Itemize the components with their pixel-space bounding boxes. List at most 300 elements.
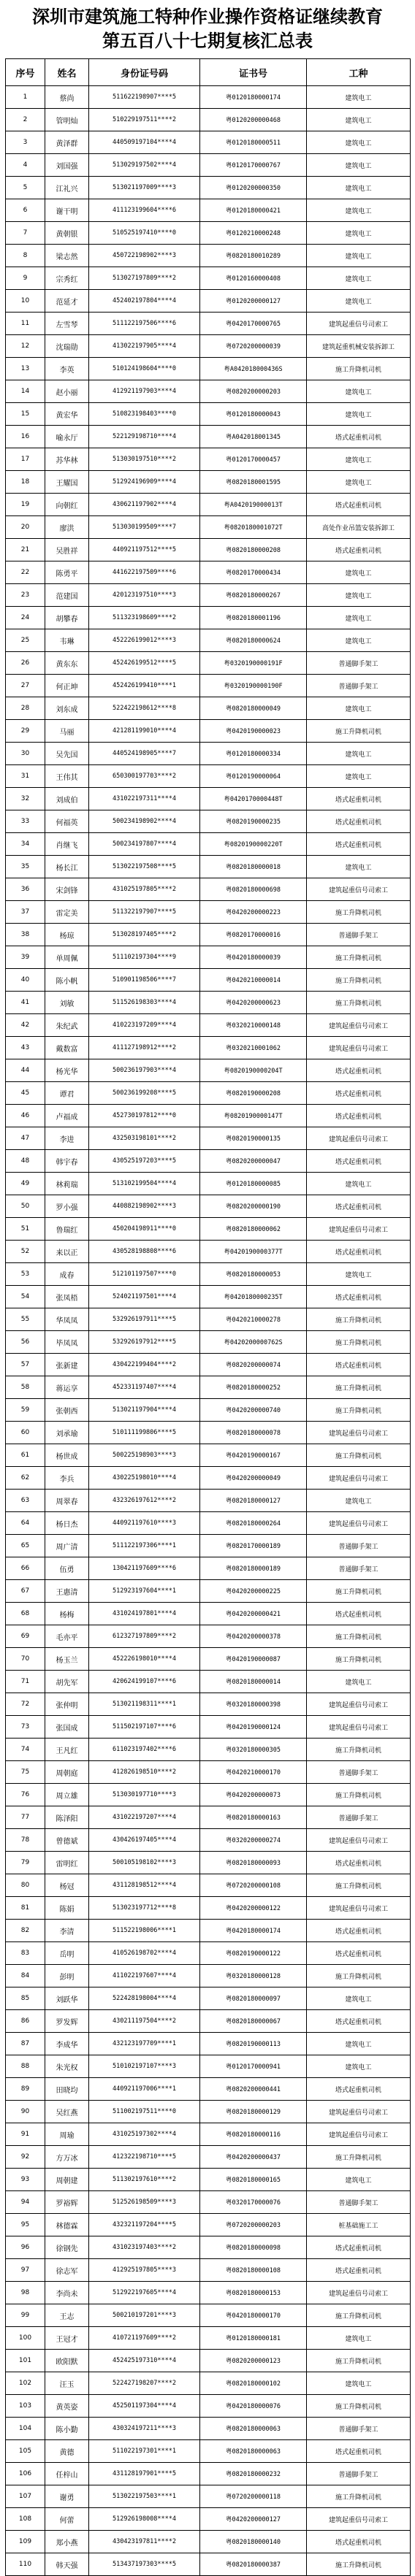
cell-certificate-number: 粤0120180000174 [200,86,307,109]
cell-id-number: 452730197812****0 [89,1105,200,1127]
cell-index: 96 [6,2236,45,2259]
cell-job-type: 建筑起重信号司索工 [307,1127,411,1150]
table-row [6,1105,411,1127]
cell-name: 郑小燕 [45,2531,89,2553]
cell-index: 49 [6,1173,45,1195]
cell-id-number: 440921197006****1 [89,2078,200,2101]
table-row [6,86,411,109]
cell-name: 李英 [45,358,89,380]
cell-certificate-number: 粤0320190000190F [200,675,307,697]
cell-job-type: 普通脚手架工 [307,1806,411,1829]
cell-certificate-number: 粤0820180000163 [200,1806,307,1829]
table-row [6,1263,411,1286]
cell-certificate-number: 粤0320180000305 [200,1739,307,1761]
cell-job-type: 建筑电工 [307,109,411,131]
cell-job-type: 建筑电工 [307,245,411,267]
cell-index: 53 [6,1263,45,1286]
cell-index: 102 [6,2372,45,2395]
cell-certificate-number: 粤0320180000398 [200,1693,307,1716]
cell-job-type: 普通脚手架工 [307,675,411,697]
cell-id-number: 513022197508****5 [89,856,200,878]
cell-name: 管明灿 [45,109,89,131]
cell-id-number: 441622197509****6 [89,561,200,584]
cell-job-type: 建筑电工 [307,1173,411,1195]
table-row [6,1082,411,1105]
cell-certificate-number: 粤0820180000098 [200,2236,307,2259]
table-row [6,2010,411,2033]
cell-name: 吴先国 [45,743,89,765]
cell-index: 104 [6,2418,45,2440]
cell-name: 王伟其 [45,765,89,788]
table-row [6,1603,411,1625]
cell-name: 赵小丽 [45,380,89,403]
cell-certificate-number: 粤0820180000102 [200,2372,307,2395]
cell-name: 江礼兴 [45,177,89,199]
cell-name: 雷明红 [45,1852,89,1874]
cell-certificate-number: 粤0120180000043 [200,403,307,426]
cell-id-number: 410526198702****4 [89,1942,200,1965]
cell-index: 62 [6,1467,45,1490]
cell-certificate-number: 粤0120180000421 [200,199,307,222]
cell-certificate-number: 粤0120180000085 [200,1173,307,1195]
cell-name: 单周佩 [45,946,89,969]
cell-name: 周朝庭 [45,1761,89,1784]
table-row [6,788,411,810]
cell-id-number: 431022197207****4 [89,1806,200,1829]
cell-name: 陈小帆 [45,969,89,992]
cell-index: 83 [6,1942,45,1965]
cell-id-number: 512526198509****3 [89,2191,200,2214]
cell-job-type: 塔式起重机司机 [307,1852,411,1874]
cell-certificate-number: 粤0820200000047 [200,1150,307,1173]
cell-id-number: 522422198612****8 [89,697,200,720]
cell-certificate-number: 粤0120190000064 [200,765,307,788]
cell-id-number: 450204198911****0 [89,1218,200,1241]
cell-name: 刘敏 [45,992,89,1014]
cell-name: 吴红燕 [45,2101,89,2123]
cell-name: 彭明 [45,1965,89,1987]
cell-certificate-number: 粤0820180000093 [200,1852,307,1874]
cell-name: 杨长江 [45,856,89,878]
cell-job-type: 建筑起重信号司索工 [307,1693,411,1716]
cell-index: 51 [6,1218,45,1241]
cell-job-type: 塔式起重机司机 [307,1354,411,1376]
cell-certificate-number: 粤0420200000437 [200,2146,307,2169]
cell-job-type: 建筑电工 [307,1490,411,1512]
cell-name: 林德霖 [45,2214,89,2236]
cell-job-type: 施工升降机司机 [307,1965,411,1987]
cell-job-type: 塔式起重机司机 [307,2236,411,2259]
cell-job-type: 塔式起重机司机 [307,426,411,448]
cell-index: 2 [6,109,45,131]
cell-job-type: 建筑电工 [307,471,411,494]
cell-id-number: 510229197511****2 [89,109,200,131]
cell-certificate-number: 粤0720200000039 [200,335,307,358]
cell-name: 毕凤凤 [45,1331,89,1354]
table-row [6,2101,411,2123]
table-row [6,969,411,992]
cell-name: 刘承瑜 [45,1422,89,1444]
cell-id-number: 511526198303****4 [89,992,200,1014]
cell-index: 38 [6,924,45,946]
table-row [6,2463,411,2485]
cell-certificate-number: 粤0320210001062 [200,1037,307,1059]
table-row [6,901,411,924]
cell-id-number: 513023197712****8 [89,1897,200,1920]
cell-certificate-number: 粤0720200000203 [200,2214,307,2236]
table-row [6,2123,411,2146]
cell-index: 69 [6,1625,45,1648]
cell-id-number: 440524198905****7 [89,743,200,765]
cell-name: 何福英 [45,810,89,833]
table-row [6,109,411,131]
cell-certificate-number: 粤0820200000074 [200,1354,307,1376]
cell-job-type: 普通脚手架工 [307,1535,411,1557]
cell-id-number: 411123199604****6 [89,199,200,222]
cell-id-number: 612327197809****2 [89,1625,200,1648]
cell-job-type: 建筑电工 [307,222,411,245]
table-row [6,131,411,154]
cell-id-number: 432123197709****1 [89,2033,200,2055]
cell-certificate-number: 粤0420190000023 [200,720,307,743]
cell-index: 25 [6,629,45,652]
cell-name: 王惠清 [45,1580,89,1603]
cell-index: 59 [6,1399,45,1422]
cell-job-type: 塔式起重机司机 [307,2078,411,2101]
table-row [6,652,411,675]
cell-index: 72 [6,1693,45,1716]
cell-index: 48 [6,1150,45,1173]
cell-name: 张国成 [45,1716,89,1739]
cell-certificate-number: 粤0820190000208 [200,1082,307,1105]
cell-job-type: 建筑电工 [307,290,411,313]
table-row [6,199,411,222]
table-row [6,2304,411,2327]
cell-job-type: 建筑电工 [307,856,411,878]
table-row [6,267,411,290]
cell-id-number: 510111199806****5 [89,1422,200,1444]
table-row [6,2259,411,2282]
cell-index: 40 [6,969,45,992]
cell-job-type: 施工升降机司机 [307,1874,411,1897]
table-row [6,2169,411,2191]
cell-certificate-number: 粤0420180000170 [200,2304,307,2327]
cell-name: 刘成伯 [45,788,89,810]
table-row [6,539,411,561]
cell-index: 6 [6,199,45,222]
cell-id-number: 500210197201****3 [89,2304,200,2327]
cell-name: 黄泽群 [45,131,89,154]
cell-name: 李尚未 [45,2282,89,2304]
cell-name: 徐钢先 [45,2236,89,2259]
col-header-certificate-number: 证书号 [200,59,307,86]
cell-index: 17 [6,448,45,471]
cell-index: 63 [6,1490,45,1512]
cell-job-type: 建筑电工 [307,177,411,199]
cell-id-number: 513029197502****4 [89,154,200,177]
cell-certificate-number: 粤0420210000170 [200,1761,307,1784]
table-row [6,1467,411,1490]
cell-name: 成春 [45,1263,89,1286]
cell-name: 韦琳 [45,629,89,652]
cell-id-number: 440921197512****5 [89,539,200,561]
cell-job-type: 建筑起重机械安装拆卸工 [307,335,411,358]
cell-name: 黄东东 [45,652,89,675]
cell-index: 68 [6,1603,45,1625]
cell-index: 47 [6,1127,45,1150]
table-row [6,2146,411,2169]
table-row [6,1739,411,1761]
table-row [6,1580,411,1603]
table-row [6,2033,411,2055]
cell-job-type: 塔式起重机司机 [307,539,411,561]
cell-name: 谭君 [45,1082,89,1105]
cell-certificate-number: 粤A042019000013T [200,494,307,516]
cell-certificate-number: 粤0420170000448T [200,788,307,810]
cell-id-number: 412921197903****4 [89,380,200,403]
cell-index: 92 [6,2146,45,2169]
cell-index: 77 [6,1806,45,1829]
cell-job-type: 建筑电工 [307,2055,411,2078]
cell-job-type: 建筑电工 [307,561,411,584]
cell-id-number: 512922197605****4 [89,2282,200,2304]
table-row [6,2327,411,2350]
cell-job-type: 塔式起重机司机 [307,1241,411,1263]
title-line-1: 深圳市建筑施工特种作业操作资格证继续教育 [32,6,383,27]
cell-certificate-number: 粤0420200000049 [200,1467,307,1490]
cell-index: 5 [6,177,45,199]
cell-name: 廖洪 [45,516,89,539]
table-row [6,765,411,788]
table-row [6,743,411,765]
cell-index: 70 [6,1648,45,1671]
table-row [6,2191,411,2214]
cell-index: 23 [6,584,45,607]
cell-job-type: 建筑起重信号司索工 [307,1218,411,1241]
cell-index: 110 [6,2553,45,2576]
cell-certificate-number: 粤0420190000087 [200,1648,307,1671]
cell-job-type: 建筑电工 [307,2372,411,2395]
cell-name: 宗秀红 [45,267,89,290]
cell-index: 76 [6,1784,45,1806]
table-row [6,516,411,539]
cell-id-number: 510102197107****3 [89,2055,200,2078]
cell-name: 方万冰 [45,2146,89,2169]
cell-id-number: 430423197811****2 [89,2531,200,2553]
cell-index: 41 [6,992,45,1014]
cell-job-type: 建筑电工 [307,584,411,607]
cell-certificate-number: 粤0820190000122 [200,1942,307,1965]
cell-index: 50 [6,1195,45,1218]
table-row [6,1241,411,1263]
cell-job-type: 建筑电工 [307,629,411,652]
table-row [6,2440,411,2463]
cell-name: 岳明 [45,1942,89,1965]
cell-index: 1 [6,86,45,109]
cell-id-number: 611023197402****6 [89,1739,200,1761]
cell-certificate-number: 粤0820190000135 [200,1127,307,1150]
table-row [6,358,411,380]
cell-id-number: 532926197912****5 [89,1331,200,1354]
cell-certificate-number: 粤0820190000235 [200,810,307,833]
cell-index: 107 [6,2485,45,2508]
cell-id-number: 512101197507****0 [89,1263,200,1286]
cell-job-type: 施工升降机司机 [307,2304,411,2327]
cell-job-type: 建筑电工 [307,1987,411,2010]
cell-id-number: 412925197805****3 [89,2259,200,2282]
cell-index: 108 [6,2508,45,2531]
cell-id-number: 510901198506****7 [89,969,200,992]
cell-id-number: 512926198008****4 [89,2508,200,2531]
cell-id-number: 511522198006****1 [89,1920,200,1942]
cell-index: 34 [6,833,45,856]
cell-job-type: 建筑电工 [307,1263,411,1286]
cell-name: 周瑜 [45,2123,89,2146]
cell-index: 64 [6,1512,45,1535]
cell-id-number: 430422199404****2 [89,1354,200,1376]
cell-index: 35 [6,856,45,878]
cell-name: 李兵 [45,1467,89,1490]
cell-id-number: 410223197209****4 [89,1014,200,1037]
table-row [6,335,411,358]
cell-index: 106 [6,2463,45,2485]
cell-job-type: 施工升降机司机 [307,2146,411,2169]
table-row [6,313,411,335]
cell-index: 8 [6,245,45,267]
cell-name: 刘东成 [45,697,89,720]
table-header-row [6,59,411,86]
cell-id-number: 431025197805****2 [89,878,200,901]
cell-job-type: 塔式起重机司机 [307,1195,411,1218]
cell-name: 李成华 [45,2033,89,2055]
cell-name: 林莉瑞 [45,1173,89,1195]
cell-id-number: 511322197907****5 [89,901,200,924]
cell-index: 39 [6,946,45,969]
cell-certificate-number: 粤0820170000434 [200,561,307,584]
cell-job-type: 建筑电工 [307,697,411,720]
cell-index: 61 [6,1444,45,1467]
cell-index: 74 [6,1739,45,1761]
cell-name: 马丽 [45,720,89,743]
cell-id-number: 511302197610****2 [89,2169,200,2191]
table-row [6,448,411,471]
cell-id-number: 452425197310****4 [89,2350,200,2372]
cell-certificate-number: 粤0420200000623 [200,992,307,1014]
cell-certificate-number: 粤0420200000122 [200,1897,307,1920]
table-row [6,1829,411,1852]
cell-job-type: 建筑电工 [307,380,411,403]
cell-name: 陈泽阳 [45,1806,89,1829]
cell-name: 戴数富 [45,1037,89,1059]
cell-name: 宋剑锋 [45,878,89,901]
cell-index: 28 [6,697,45,720]
cell-name: 朱光权 [45,2055,89,2078]
table-row [6,1942,411,1965]
cell-index: 75 [6,1761,45,1784]
table-row [6,245,411,267]
cell-id-number: 513437197303****5 [89,2553,200,2576]
table-row [6,2214,411,2236]
cell-job-type: 普通脚手架工 [307,652,411,675]
table-row [6,1444,411,1467]
cell-certificate-number: 粤0320170000076 [200,2191,307,2214]
table-row [6,1059,411,1082]
cell-job-type: 塔式起重机司机 [307,2531,411,2553]
cell-index: 26 [6,652,45,675]
cell-name: 苏华林 [45,448,89,471]
cell-job-type: 塔式起重机司机 [307,1059,411,1082]
cell-index: 65 [6,1535,45,1557]
cell-id-number: 452226198010****4 [89,1648,200,1671]
cell-id-number: 511122197506****6 [89,313,200,335]
table-row [6,1195,411,1218]
table-row [6,1354,411,1376]
table-row [6,1920,411,1942]
cell-name: 罗发辉 [45,2010,89,2033]
cell-name: 任梓山 [45,2463,89,2485]
cell-job-type: 塔式起重机司机 [307,1082,411,1105]
cell-name: 罗小强 [45,1195,89,1218]
cell-id-number: 432321197204****5 [89,2214,200,2236]
table-row [6,629,411,652]
cell-name: 胡攀春 [45,607,89,629]
cell-name: 毛亦平 [45,1625,89,1648]
cell-index: 11 [6,313,45,335]
cell-name: 李清 [45,1920,89,1942]
cell-certificate-number: 粤0820180000140 [200,2531,307,2553]
cell-index: 43 [6,1037,45,1059]
cell-id-number: 513030197510****2 [89,448,200,471]
cell-name: 黄朝银 [45,222,89,245]
cell-name: 何正坤 [45,675,89,697]
cell-job-type: 建筑起重信号司索工 [307,878,411,901]
cell-index: 52 [6,1241,45,1263]
cell-id-number: 512924196909****4 [89,471,200,494]
cell-job-type: 建筑起重信号司索工 [307,2282,411,2304]
col-header-index: 序号 [6,59,45,86]
cell-name: 来以正 [45,1241,89,1263]
cell-index: 37 [6,901,45,924]
cell-job-type: 施工升降机司机 [307,358,411,380]
cell-id-number: 430426197405****4 [89,1829,200,1852]
cell-certificate-number: 粤0820180000387 [200,2553,307,2576]
cell-job-type: 施工升降机司机 [307,1376,411,1399]
cell-name: 黄英姿 [45,2395,89,2418]
table-row [6,1852,411,1874]
cell-name: 谢干明 [45,199,89,222]
cell-job-type: 建筑电工 [307,2327,411,2350]
cell-certificate-number: 粤0420190000167 [200,1444,307,1467]
cell-job-type: 塔式起重机司机 [307,810,411,833]
cell-index: 45 [6,1082,45,1105]
table-row [6,2282,411,2304]
table-row [6,1784,411,1806]
cell-index: 71 [6,1671,45,1693]
cell-job-type: 塔式起重机司机 [307,1942,411,1965]
table-row [6,2395,411,2418]
cell-job-type: 施工升降机司机 [307,1625,411,1648]
cell-job-type: 施工升降机司机 [307,2395,411,2418]
cell-job-type: 施工升降机司机 [307,992,411,1014]
cell-certificate-number: 粤0820200000123 [200,2350,307,2372]
cell-job-type: 施工升降机司机 [307,1739,411,1761]
cell-job-type: 建筑电工 [307,765,411,788]
cell-job-type: 建筑起重信号司索工 [307,2101,411,2123]
cell-id-number: 412322198710****5 [89,2146,200,2169]
cell-id-number: 522427198207****2 [89,2372,200,2395]
cell-name: 范建国 [45,584,89,607]
cell-name: 刘国强 [45,154,89,177]
